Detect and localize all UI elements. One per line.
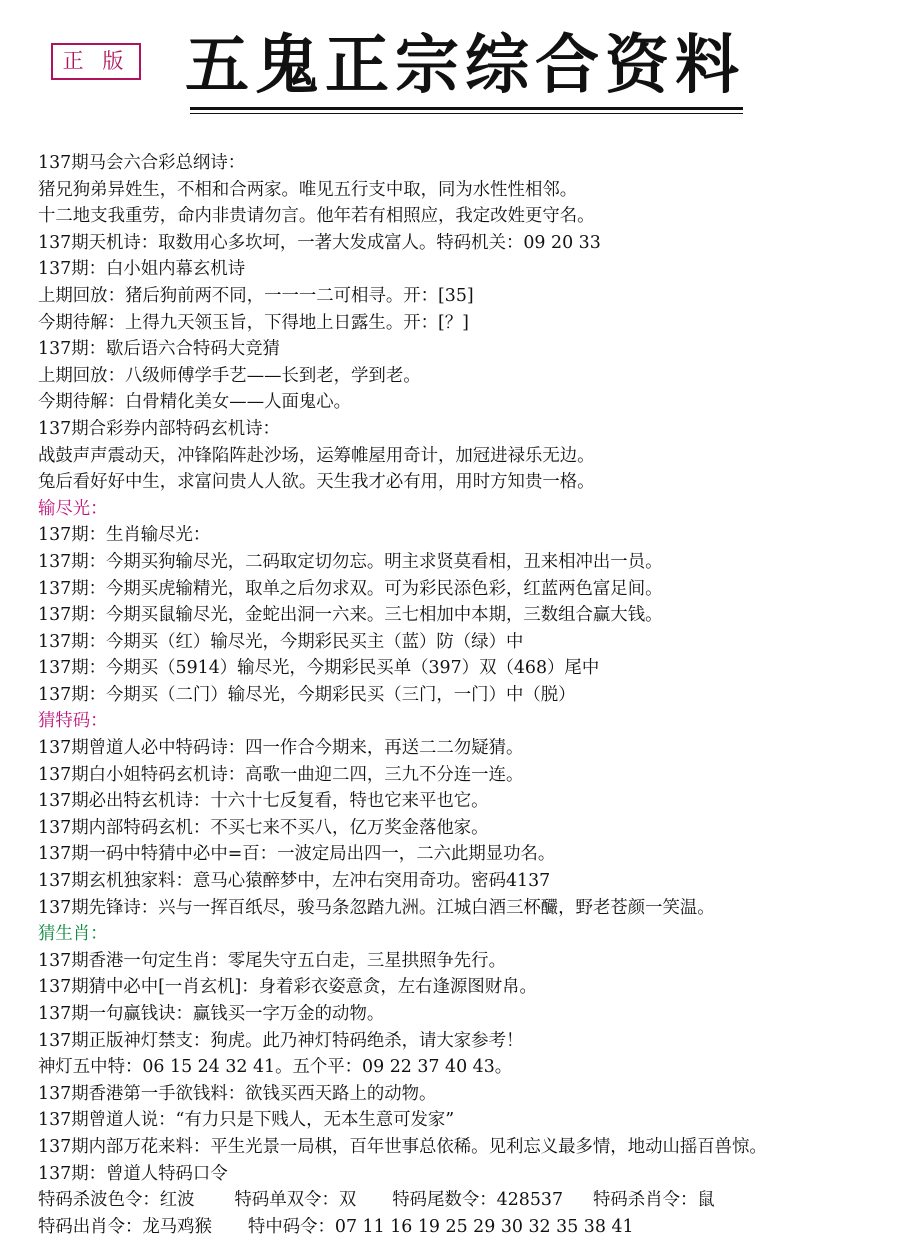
text-line: 137期：歇后语六合特码大竞猜 (38, 339, 280, 360)
text-line: 兔后看好好中生，求富问贵人人欲。天生我才必有用，用时方知贵一格。 (38, 472, 595, 493)
command-row-1 (38, 1187, 888, 1214)
text-line: 137期：今期买（红）输尽光，今期彩民买主（蓝）防（绿）中 (38, 631, 524, 652)
title-underline-thin (190, 113, 743, 114)
authentic-badge: 正 版 (51, 43, 141, 80)
command-row-2 (38, 1214, 888, 1241)
text-line: 137期天机诗：取数用心多坎坷，一著大发成富人。特码机关：09 20 33 (38, 232, 601, 253)
text-line: 137期：今期买虎输精光，取单之后勿求双。可为彩民添色彩，红蓝两色富足间。 (38, 578, 663, 599)
command-kill-color: 特码杀波色令：红波 (38, 1190, 195, 1211)
text-line: 137期必出特玄机诗：十六十七反复看，特也它来平也它。 (38, 791, 489, 812)
text-line: 137期：今期买鼠输尽光，金蛇出洞一六来。三七相加中本期，三数组合赢大钱。 (38, 605, 663, 626)
text-line: 137期：生肖输尽光： (38, 525, 211, 546)
text-line: 137期：曾道人特码口令 (38, 1163, 228, 1184)
text-line: 上期回放：猪后狗前两不同，一一一二可相寻。开：[35] (38, 285, 474, 306)
section-heading: 输尽光： (38, 498, 108, 519)
section-heading: 猜生肖： (38, 924, 108, 945)
text-line: 猪兄狗弟异姓生，不相和合两家。唯见五行支中取，同为水性性相邻。 (38, 179, 578, 200)
text-line: 今期待解：白骨精化美女——人面鬼心。 (38, 392, 352, 413)
text-lines (38, 150, 888, 1187)
text-line: 137期：今期买狗输尽光，二码取定切勿忘。明主求贤莫看相，丑来相冲出一员。 (38, 551, 663, 572)
text-line: 神灯五中特：06 15 24 32 41。五个平：09 22 37 40 43。 (38, 1057, 513, 1078)
text-line: 137期香港第一手欲钱料：欲钱买西天路上的动物。 (38, 1083, 437, 1104)
text-line: 137期合彩券内部特码玄机诗： (38, 418, 280, 439)
text-line: 今期待解：上得九天领玉旨，下得地上日露生。开：[？] (38, 312, 469, 333)
text-line: 137期先锋诗：兴与一挥百纸尽，骏马条忽踏九洲。江城白酒三杯釅，野老苍颜一笑温。 (38, 897, 715, 918)
text-line: 上期回放：八级师傅学手艺——长到老，学到老。 (38, 365, 421, 386)
text-line: 战鼓声声震动天，冲锋陷阵赴沙场，运筹帷屋用奇计，加冠进禄乐无边。 (38, 445, 595, 466)
text-line: 137期曾道人说：“有力只是下贱人，无本生意可发家” (38, 1110, 455, 1131)
text-line: 137期曾道人必中特码诗：四一作合今期来，再送二二勿疑猜。 (38, 738, 524, 759)
text-line: 137期：今期买（5914）输尽光，今期彩民买单（397）双（468）尾中 (38, 658, 600, 679)
text-line: 137期香港一句定生肖：零尾失守五白走，三星拱照争先行。 (38, 950, 506, 971)
text-line: 十二地支我重劳，命内非贵请勿言。他年若有相照应，我定改姓更守名。 (38, 206, 595, 227)
text-line: 137期：今期买（二门）输尽光，今期彩民买（三门，一门）中（脱） (38, 684, 576, 705)
text-line: 137期白小姐特码玄机诗：高歌一曲迎二四，三九不分连一连。 (38, 764, 524, 785)
command-tail-digits: 特码尾数令：428537 (392, 1190, 564, 1211)
content-body (38, 150, 888, 1240)
command-hit-numbers: 特中码令：07 11 16 19 25 29 30 32 35 38 41 (247, 1216, 634, 1237)
header (0, 0, 900, 130)
command-out-zodiac: 特码出肖令：龙马鸡猴 (38, 1216, 212, 1237)
command-kill-zodiac: 特码杀肖令：鼠 (593, 1190, 715, 1211)
text-line: 137期内部特码玄机：不买七来不买八，亿万奖金落他家。 (38, 817, 489, 838)
text-line: 137期玄机独家料：意马心猿醉梦中，左冲右突用奇功。密码4137 (38, 871, 551, 892)
text-line: 137期猜中必中[一肖玄机]：身着彩衣姿意贪，左右逢源图财帛。 (38, 977, 537, 998)
section-heading: 猜特码： (38, 711, 108, 732)
text-line: 137期正版神灯禁支：狗虎。此乃神灯特码绝杀，请大家参考！ (38, 1030, 524, 1051)
page-title: 五鬼正宗综合资料 (185, 29, 745, 103)
text-line: 137期一句赢钱诀：赢钱买一字万金的动物。 (38, 1004, 385, 1024)
command-odd-even: 特码单双令：双 (234, 1190, 357, 1211)
text-line: 137期内部万花来料：平生光景一局棋，百年世事总依稀。见利忘义最多情，地动山摇百兽惊。 (38, 1136, 767, 1157)
title-underline (190, 107, 743, 110)
text-line: 137期一码中特猜中必中=百：一波定局出四一，二六此期显功名。 (38, 844, 556, 865)
text-line: 137期：白小姐内幕玄机诗 (38, 259, 246, 280)
text-line: 137期马会六合彩总纲诗： (38, 153, 246, 173)
